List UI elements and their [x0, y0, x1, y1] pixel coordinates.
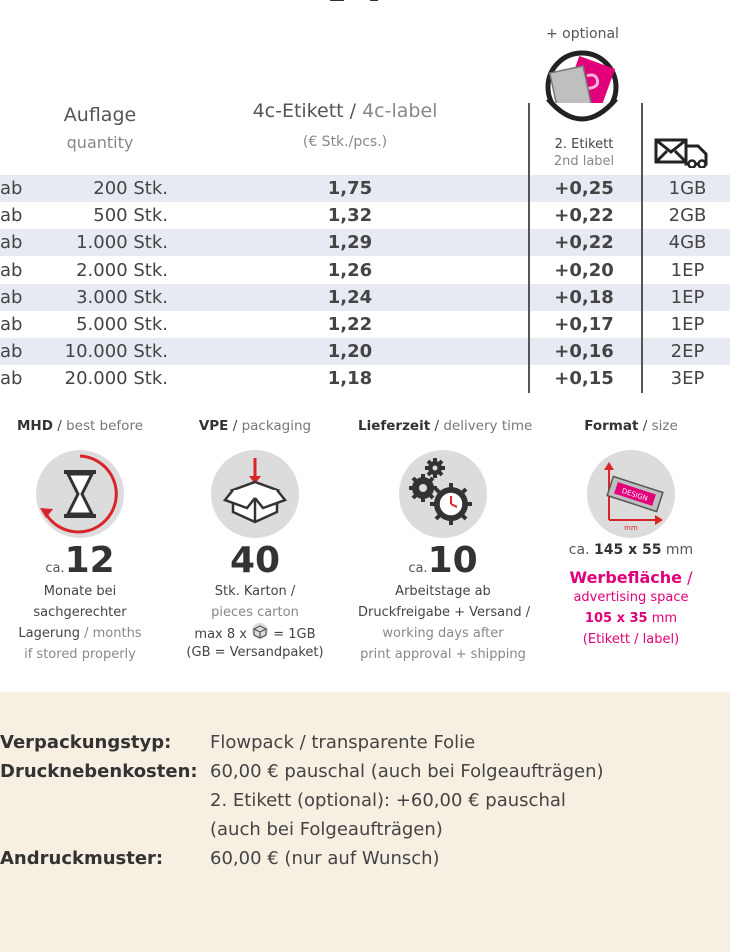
quantity-header-de: Auflage — [63, 104, 137, 126]
second-label-en: 2nd label — [553, 154, 615, 169]
mhd-line4: if stored properly — [24, 647, 136, 662]
table-row — [0, 338, 730, 365]
vpe-number: 40 — [229, 540, 281, 581]
table-row — [0, 257, 730, 284]
print-costs-value3: (auch bei Folgeaufträgen) — [210, 819, 443, 840]
row-prefix: ab — [0, 368, 23, 390]
section-heading-cutoff — [290, 0, 410, 8]
pack-value: Flowpack / transparente Folie — [210, 732, 476, 753]
row-quantity: 10.000 Stk. — [64, 341, 168, 363]
row-price: 1,29 — [327, 232, 373, 254]
table-row — [0, 202, 730, 229]
vpe-line3a: max 8 x — [194, 627, 247, 642]
row-shipping: 3EP — [670, 368, 705, 390]
price-unit: (€ Stk./pcs.) — [302, 134, 388, 150]
gears-clock-icon — [399, 450, 487, 538]
info-format: Format / size DESIGN mm ca. 145 x 55 mm Werbefläche / advertising space 105 x 35 mm (Etikett / label) — [546, 418, 716, 650]
small-box-icon — [251, 623, 269, 646]
row-second-label-price: +0,22 — [554, 232, 614, 254]
price-header-de: 4c-Etikett — [252, 100, 344, 122]
row-second-label-price: +0,16 — [554, 341, 614, 363]
row-price: 1,20 — [327, 341, 373, 363]
vpe-line1: Stk. Karton / — [214, 584, 296, 599]
delivery-title-en: delivery time — [443, 418, 533, 434]
row-second-label-price: +0,25 — [554, 178, 614, 199]
row-price: 1,18 — [327, 368, 373, 390]
row-quantity: 1.000 Stk. — [76, 232, 168, 254]
format-title-de: Format — [584, 418, 639, 434]
row-second-label-price: +0,18 — [554, 286, 614, 308]
row-shipping: 1EP — [670, 314, 705, 335]
mhd-number: 12 — [64, 540, 115, 581]
format-title-en: size — [651, 418, 678, 434]
table-row — [0, 175, 730, 202]
delivery-title-de: Lieferzeit — [358, 418, 431, 434]
delivery-line4: print approval + shipping — [360, 647, 526, 662]
mhd-title-en: best before — [66, 418, 144, 434]
vpe-title-de: VPE — [198, 418, 229, 434]
row-second-label-price: +0,17 — [554, 314, 614, 335]
pack-label: Verpackungstyp: — [0, 732, 172, 753]
label-size-icon — [587, 450, 675, 538]
ad-unit: mm — [651, 611, 678, 626]
row-quantity: 2.000 Stk. — [76, 259, 168, 281]
row-quantity: 20.000 Stk. — [64, 368, 168, 390]
vpe-line3b: = 1GB — [273, 627, 316, 642]
row-quantity: 3.000 Stk. — [76, 286, 168, 308]
hourglass-icon — [36, 450, 124, 538]
vpe-line4: (GB = Versandpaket) — [186, 645, 324, 660]
table-row — [0, 311, 730, 338]
row-prefix: ab — [0, 286, 23, 308]
row-price: 1,75 — [327, 178, 373, 199]
format-size: 145 x 55 — [593, 542, 662, 558]
row-prefix: ab — [0, 314, 23, 335]
price-header: 4c-Etikett / 4c-label — [252, 100, 438, 122]
box-icon — [211, 450, 299, 538]
table-row — [0, 229, 730, 256]
optional-label: + optional — [546, 26, 619, 42]
row-price: 1,32 — [327, 205, 373, 227]
row-price: 1,22 — [327, 314, 373, 335]
delivery-line3: working days after — [382, 626, 504, 641]
print-costs-value1: 60,00 € pauschal (auch bei Folgeaufträgen) — [210, 761, 604, 782]
row-second-label-price: +0,20 — [554, 259, 614, 281]
quantity-header-en: quantity — [66, 133, 134, 152]
table-row — [0, 365, 730, 392]
info-vpe: VPE / packaging 40 Stk. Karton / pieces carton max 8 x = 1GB (GB = Versandpaket) — [170, 418, 340, 660]
info-mhd: MHD / best before ca.12 Monate bei sachgerechter Lagerung / months if stored properly — [0, 418, 165, 665]
second-label-de: 2. Etikett — [554, 137, 614, 152]
label-icon-text: DESIGN — [620, 486, 649, 503]
delivery-ca: ca. — [408, 561, 428, 576]
delivery-line2: Druckfreigabe + Versand / — [358, 605, 531, 620]
format-unit: mm — [665, 542, 694, 558]
row-shipping: 1EP — [670, 286, 705, 308]
details-list — [0, 732, 730, 892]
row-prefix: ab — [0, 259, 23, 281]
second-label-header — [530, 136, 638, 170]
proof-label: Andruckmuster: — [0, 848, 164, 869]
ad-note: (Etikett / label) — [582, 632, 680, 647]
row-second-label-price: +0,15 — [554, 368, 614, 390]
mhd-line3-de: Lagerung — [18, 626, 80, 641]
row-shipping: 1GB — [668, 178, 707, 199]
ad-space-de: Werbefläche — [569, 568, 683, 587]
table-divider-left — [528, 103, 530, 393]
mhd-title-de: MHD — [16, 418, 53, 434]
print-costs-value2: 2. Etikett (optional): +60,00 € pauschal — [210, 790, 566, 811]
print-costs-label: Drucknebenkosten: — [0, 761, 198, 782]
row-prefix: ab — [0, 341, 23, 363]
row-quantity: 5.000 Stk. — [76, 314, 168, 335]
row-shipping: 1EP — [670, 259, 705, 281]
ad-space-en: advertising space — [573, 590, 689, 605]
mhd-line2: sachgerechter — [33, 605, 127, 620]
ad-size: 105 x 35 — [584, 611, 648, 626]
vpe-title-en: packaging — [241, 418, 312, 434]
row-shipping: 4GB — [668, 232, 707, 254]
row-second-label-price: +0,22 — [554, 205, 614, 227]
table-row — [0, 284, 730, 311]
delivery-number: 10 — [427, 540, 478, 581]
mhd-line1: Monate bei — [43, 584, 117, 599]
mhd-line3-en: months — [92, 626, 142, 641]
row-shipping: 2GB — [668, 205, 707, 227]
format-ca: ca. — [568, 542, 590, 558]
vpe-line2: pieces carton — [211, 605, 299, 620]
mhd-ca: ca. — [45, 561, 65, 576]
row-prefix: ab — [0, 178, 23, 199]
label-icon-unit: mm — [624, 524, 638, 532]
info-delivery: Lieferzeit / delivery time ca.10 Arbeitstage ab Druckfreigabe + Versand / working days after print approval + shipping — [358, 418, 528, 665]
proof-value: 60,00 € (nur auf Wunsch) — [210, 848, 440, 869]
row-shipping: 2EP — [670, 341, 705, 363]
row-prefix: ab — [0, 205, 23, 227]
price-header-en: 4c-label — [362, 100, 438, 122]
row-price: 1,24 — [327, 286, 373, 308]
delivery-line1: Arbeitstage ab — [395, 584, 491, 599]
row-quantity: 200 Stk. — [93, 178, 168, 199]
table-divider-right — [641, 103, 643, 393]
row-price: 1,26 — [327, 259, 373, 281]
second-label-icon — [540, 47, 624, 127]
shipping-icon — [654, 136, 708, 172]
row-quantity: 500 Stk. — [93, 205, 168, 227]
row-prefix: ab — [0, 232, 23, 254]
